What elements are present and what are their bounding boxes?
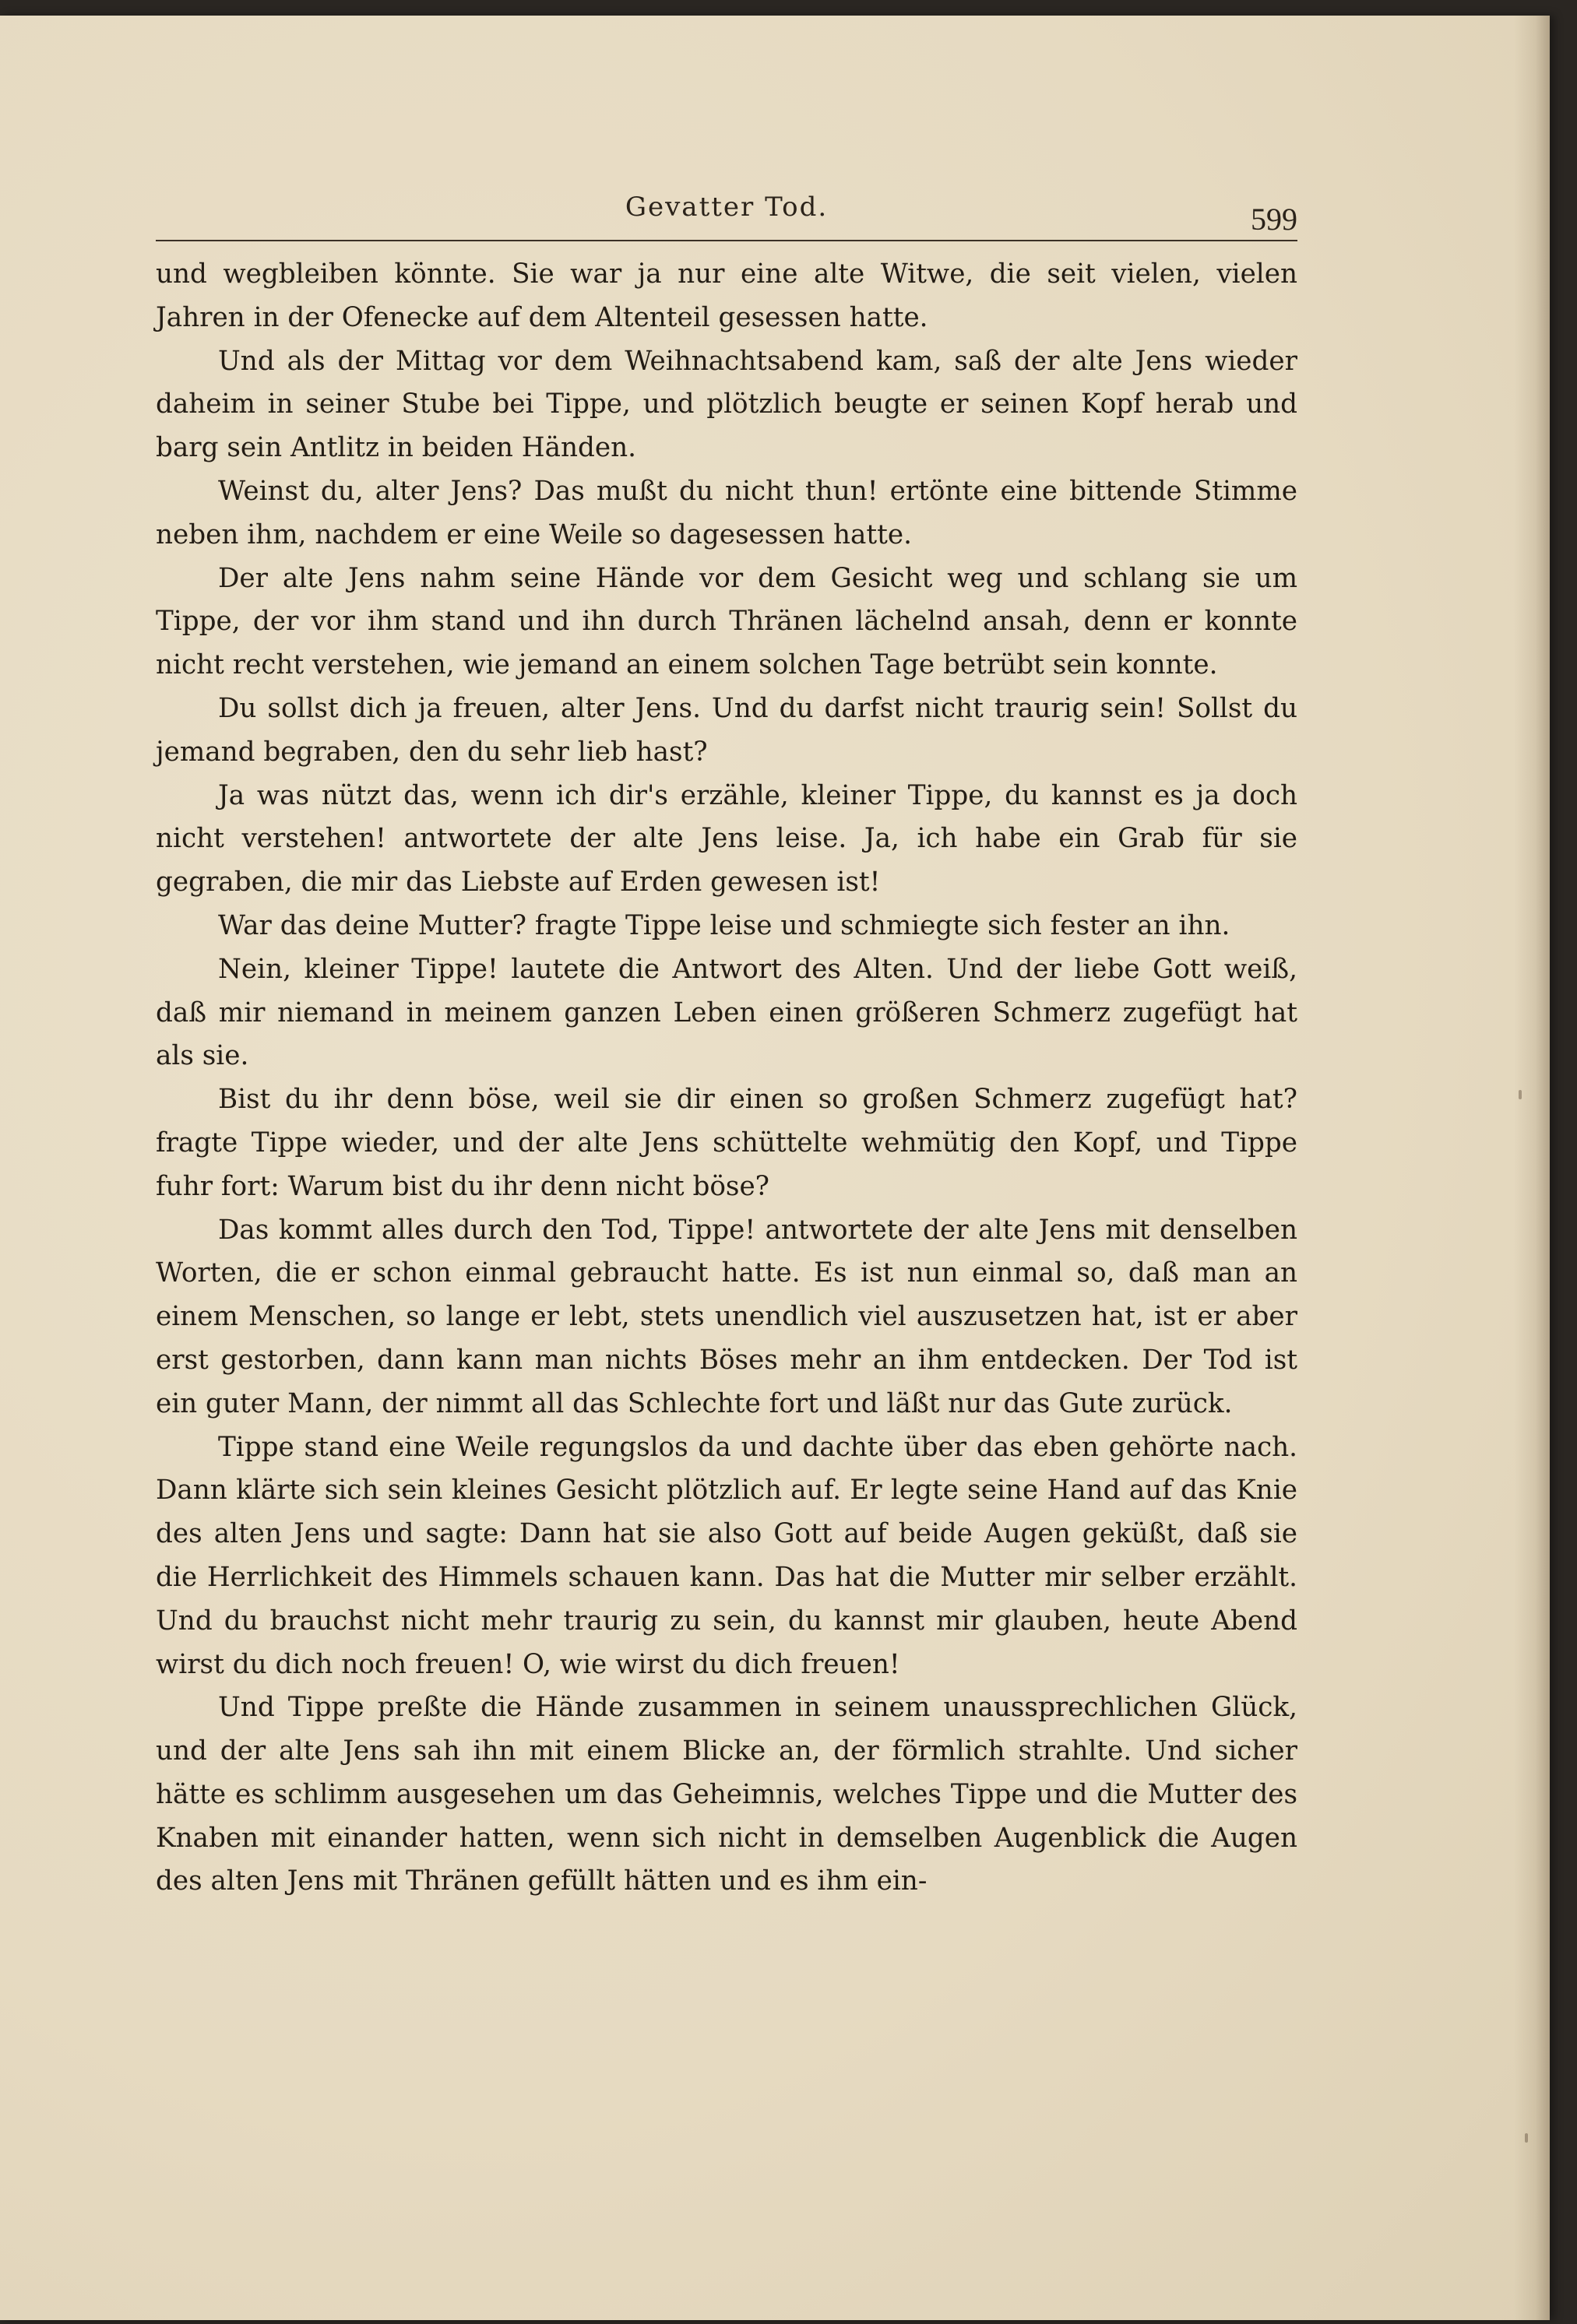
paragraph: Weinst du, alter Jens? Das mußt du nicht thun! ertönte eine bittende Stimme neben ihm, nachdem er eine Weile so dagesessen hatte. — [156, 475, 1297, 550]
body-text — [156, 253, 1297, 1904]
paper-fleck — [1519, 1090, 1522, 1099]
paragraph: Nein, kleiner Tippe! lautete die Antwort des Alten. Und der liebe Gott weiß, daß mir niemand in meinem ganzen Leben einen größeren Schmerz zugefügt hat als sie. — [156, 953, 1297, 1072]
paragraph: War das deine Mutter? fragte Tippe leise und schmiegte sich fester an ihn. — [218, 909, 1230, 941]
paragraph: Tippe stand eine Weile regungslos da und dachte über das eben gehörte nach. Dann klärte sich sein kleines Gesicht plötzlich auf. Er legte seine Hand auf das Knie des alten Jens und sagte: Dann hat sie also Gott auf beide Augen geküßt, daß sie die Herrlichkeit des Himmels schauen kann. Das hat die Mutter mir selber erzählt. Und du brauchst nicht mehr traurig zu sein, du kannst mir glauben, heute Abend wirst du dich noch freuen! O, wie wirst du dich freuen! — [156, 1431, 1297, 1680]
paragraph: und wegbleiben könnte. Sie war ja nur eine alte Witwe, die seit vielen, vielen Jahren in der Ofenecke auf dem Altenteil gesessen hatte. — [156, 258, 1297, 333]
paragraph: Das kommt alles durch den Tod, Tippe! antwortete der alte Jens mit denselben Worten, die er schon einmal gebraucht hatte. Es ist nun einmal so, daß man an einem Menschen, so lange er lebt, stets unendlich viel auszusetzen hat, ist er aber erst gestorben, dann kann man nichts Böses mehr an ihm entdecken. Der Tod ist ein guter Mann, der nimmt all das Schlechte fort und läßt nur das Gute zurück. — [156, 1214, 1297, 1419]
paper-fleck — [1525, 2133, 1528, 2143]
header-rule — [156, 240, 1297, 241]
page-edge-shadow — [1514, 16, 1550, 2320]
paragraph: Ja was nützt das, wenn ich dir's erzähle, kleiner Tippe, du kannst es ja doch nicht verstehen! antwortete der alte Jens leise. Ja, ich habe ein Grab für sie gegraben, die mir das Liebste auf Erden gewesen ist! — [156, 779, 1297, 898]
paragraph: Und Tippe preßte die Hände zusammen in seinem unaussprechlichen Glück, und der alte Jens sah ihn mit einem Blicke an, der förmlich strahlte. Und sicher hätte es schlimm ausgesehen um das Geheimnis, welches Tippe und die Mutter des Knaben mit einander hatten, wenn sich nicht in demselben Augenblick die Augen des alten Jens mit Thränen gefüllt hätten und es ihm ein- — [156, 1692, 1297, 1897]
paragraph: Du sollst dich ja freuen, alter Jens. Und du darfst nicht traurig sein! Sollst du jemand begraben, den du sehr lieb hast? — [156, 692, 1297, 768]
book-page — [0, 16, 1550, 2320]
paragraph: Der alte Jens nahm seine Hände vor dem Gesicht weg und schlang sie um Tippe, der vor ihm stand und ihn durch Thränen lächelnd ansah, denn er konnte nicht recht verstehen, wie jemand an einem solchen Tage betrübt sein konnte. — [156, 562, 1297, 681]
page-header — [156, 185, 1297, 241]
running-title: Gevatter Tod. — [625, 192, 829, 223]
paragraph: Bist du ihr denn böse, weil sie dir einen so großen Schmerz zugefügt hat? fragte Tippe wieder, und der alte Jens schüttelte wehmütig den Kopf, und Tippe fuhr fort: Warum bist du ihr denn nicht böse? — [156, 1084, 1297, 1202]
page-number: 599 — [1251, 202, 1297, 237]
paragraph: Und als der Mittag vor dem Weihnachtsabend kam, saß der alte Jens wieder daheim in seiner Stube bei Tippe, und plötzlich beugte er seinen Kopf herab und barg sein Antlitz in beiden Händen. — [156, 345, 1297, 464]
